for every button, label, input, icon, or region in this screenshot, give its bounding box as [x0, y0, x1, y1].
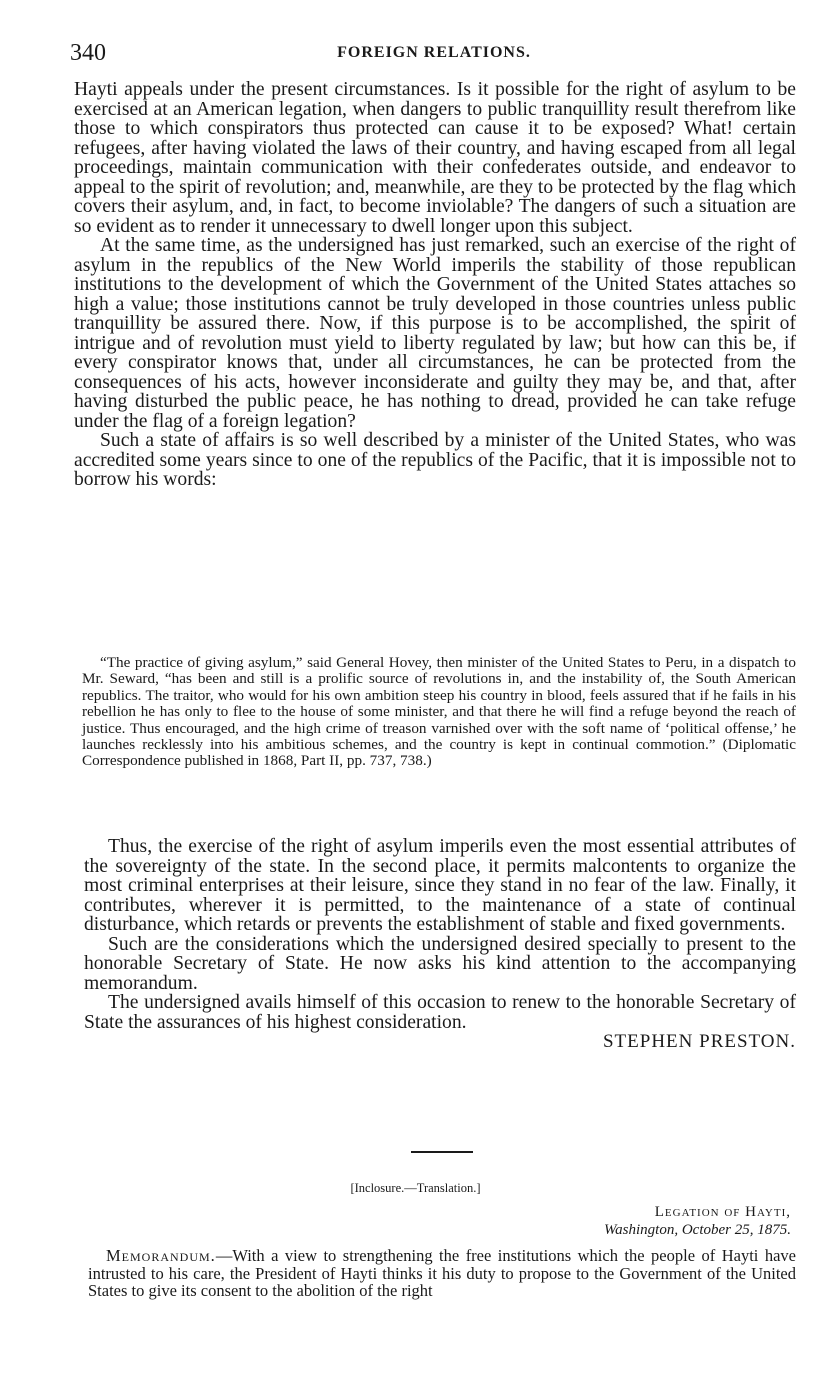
block-quote: [82, 655, 796, 770]
enclosure-label: [Inclosure.—Translation.]: [350, 1181, 481, 1195]
signature: STEPHEN PRESTON.: [602, 1031, 796, 1052]
paragraph-6: The undersigned avails himself of this occasion to renew to the honorable Secretary of State the assurances of his highest consideration.: [84, 992, 796, 1033]
running-head: FOREIGN RELATIONS.: [337, 44, 531, 61]
memorandum-text: —With a view to strengthening the free institutions which the people of Hayti have intrusted to his care, the President of Hayti thinks it his duty to propose to the Government of the United States to give its consent to the abolition of the right: [88, 1246, 796, 1300]
main-text: [74, 80, 796, 490]
main-text-continued: [84, 837, 796, 1052]
memorandum-lead: Memorandum.: [106, 1246, 216, 1265]
paragraph-2: At the same time, as the undersigned has just remarked, such an exercise of the right of asylum in the republics of the New World imperils the stability of those republican institutions to the development of which the Government of the United States attaches so high a value; those institutions cannot be truly developed in those countries unless public tranquillity be assured there. Now, if this purpose is to be accomplished, the spirit of intrigue and of revolution must yield to liberty regulated by law; but how can this be, if every conspirator knows that, under all circumstances, he can be protected from the consequences of his acts, however inconsiderate and guilty they may be, and that, after having disturbed the public peace, he has nothing to dread, provided he can take refuge under the flag of a foreign legation?: [74, 235, 796, 432]
dateline: Washington, October 25, 1875.: [604, 1222, 791, 1238]
paragraph-3: Such a state of affairs is so well described by a minister of the United States, who was accredited some years since to one of the republics of the Pacific, that it is impossible not to borrow his words:: [74, 430, 796, 490]
paragraph-4: Thus, the exercise of the right of asylum imperils even the most essential attributes of the sovereignty of the state. In the second place, it permits malcontents to organize the most criminal enterprises at their leisure, since they stand in no fear of the law. Finally, it contributes, wherever it is permitted, to the maintenance of a state of continual disturbance, which retards or prevents the establishment of stable and fixed governments.: [84, 836, 796, 935]
section-divider: [411, 1151, 473, 1153]
legation-name: Legation of Hayti,: [654, 1204, 791, 1220]
page-header: [70, 40, 798, 70]
paragraph-1: Hayti appeals under the present circumstances. Is it possible for the right of asylum to be exercised at an American legation, when dangers to public tranquillity result therefrom like those to which conspirators thus protected can cause it to be exposed? What! certain refugees, after having violated the laws of their country, and having escaped from all legal proceedings, maintain communication with their confederates outside, and endeavor to appeal to the spirit of revolution; and, meanwhile, are they to be protected by the flag which covers their asylum, and, in fact, to become inviolable? The dangers of such a situation are so evident as to render it unnecessary to dwell longer upon this subject.: [74, 79, 796, 237]
quote-text: “The practice of giving asylum,” said General Hovey, then minister of the United States to Peru, in a dispatch to Mr. Seward, “has been and still is a prolific source of revolutions in, and the instability of, the South American republics. The traitor, who would for his own ambition steep his country in blood, feels assured that if he fails in his rebellion he has only to flee to the house of some minister, and that there he will find a refuge beyond the reach of justice. Thus encouraged, and the high crime of treason varnished over with the soft name of ‘political offense,’ he launches recklessly into his ambitious schemes, and the country is kept in continual commotion.” (Diplomatic Correspondence published in 1868, Part II, pp. 737, 738.): [82, 654, 796, 770]
legation-heading: [604, 1203, 791, 1239]
memorandum: [88, 1247, 796, 1300]
page-number: 340: [70, 40, 106, 66]
paragraph-5: Such are the considerations which the undersigned desired specially to present to the honorable Secretary of State. He now asks his kind attention to the accompanying memorandum.: [84, 933, 796, 994]
